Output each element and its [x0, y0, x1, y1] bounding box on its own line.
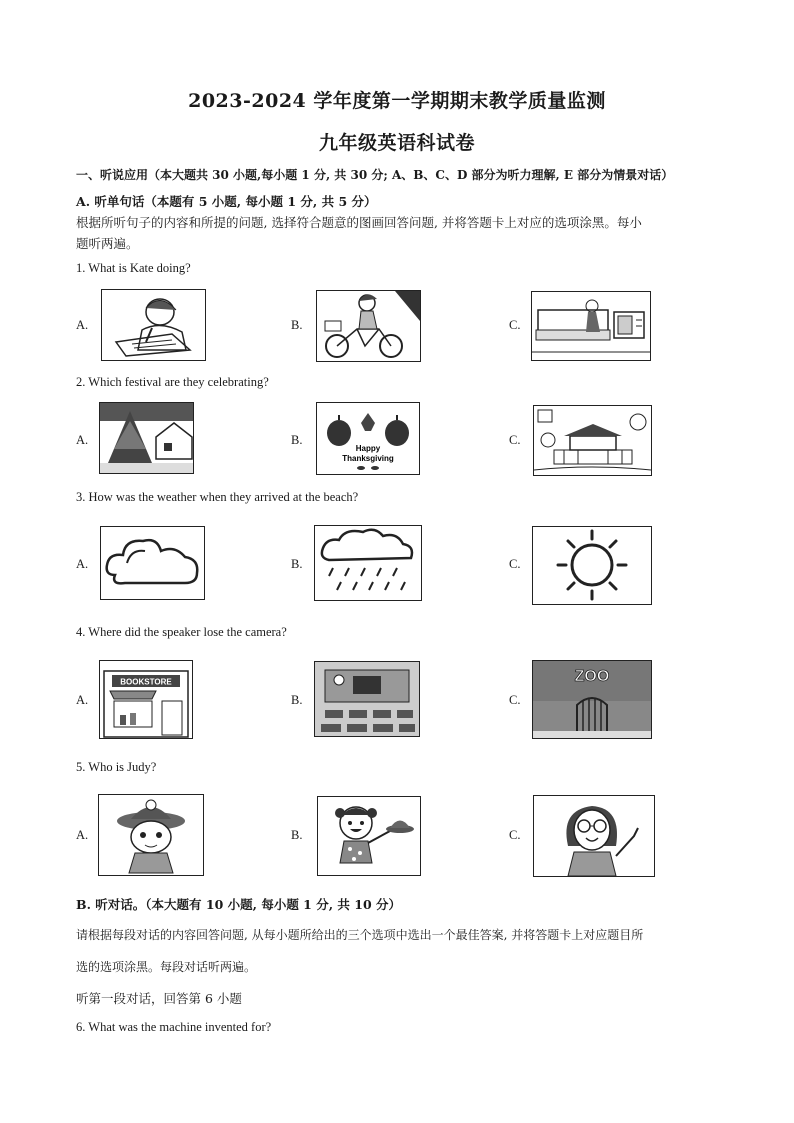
q1-option-c-label: C.: [509, 318, 521, 332]
q3-picture-c[interactable]: [532, 526, 652, 605]
zoo-icon: [533, 661, 651, 738]
q4-picture-a[interactable]: [99, 660, 193, 739]
q2-option-c-label: C.: [509, 433, 521, 447]
question-4: 4. Where did the speaker lose the camera?: [76, 625, 287, 639]
q3-option-c-label: C.: [509, 557, 521, 571]
q3-option-a-label: A.: [76, 557, 89, 571]
classroom-icon: [315, 662, 419, 736]
q2-option-a-label: A.: [76, 433, 89, 447]
q4-option-b-label: B.: [291, 693, 303, 707]
exam-title: 2023-2024 学年度第一学期期末教学质量监测: [188, 90, 606, 112]
q2-option-b-label: B.: [291, 433, 303, 447]
q4-picture-b[interactable]: [314, 661, 420, 737]
bookstore-icon: [100, 661, 192, 738]
q3-option-b-label: B.: [291, 557, 303, 571]
partA-heading: A. 听单句话（本题有 5 小题, 每小题 1 分, 共 5 分）: [76, 194, 377, 209]
q5-picture-a[interactable]: [98, 794, 204, 876]
question-1: 1. What is Kate doing?: [76, 261, 191, 275]
q2-picture-a[interactable]: [99, 402, 194, 474]
q2-picture-c[interactable]: [533, 405, 652, 476]
q1-picture-a[interactable]: [101, 289, 206, 361]
partB-heading: B. 听对话。（本大题有 10 小题, 每小题 1 分, 共 10 分）: [76, 897, 402, 912]
thanksgiving-pumpkin-icon: [317, 403, 419, 474]
partA-instruction-line1: 根据所听句子的内容和所提的问题, 选择符合题意的图画回答问题, 并将答题卡上对应的选项涂黑。每小: [76, 215, 642, 230]
thanks-line2: Thanksgiving: [342, 454, 394, 463]
q4-option-c-label: C.: [509, 693, 521, 707]
girl-with-hat-icon: [99, 795, 203, 875]
thanks-line1: Happy: [355, 444, 381, 453]
partA-instruction-line2: 题听两遍。: [76, 236, 139, 251]
girl-watching-tv-icon: [532, 292, 650, 360]
dialog1-instruction: 听第一段对话，回答第 6 小题: [76, 991, 242, 1006]
partB-instruction-line2: 选的选项涂黑。每段对话听两遍。: [76, 960, 257, 974]
q5-option-c-label: C.: [509, 828, 521, 842]
q1-option-a-label: A.: [76, 318, 89, 332]
q2-picture-b[interactable]: [316, 402, 420, 475]
christmas-tree-icon: [100, 403, 193, 473]
girl-writing-icon: [102, 290, 205, 360]
q5-picture-c[interactable]: [533, 795, 655, 877]
q4-picture-c[interactable]: [532, 660, 652, 739]
q5-picture-b[interactable]: [317, 796, 421, 876]
zoo-sign: ZOO: [574, 668, 610, 685]
partB-instruction-line1: 请根据每段对话的内容回答问题, 从每小题所给出的三个选项中选出一个最佳答案, 并将答题卡上对应题目所: [76, 928, 644, 942]
cloudy-icon: [101, 527, 204, 599]
girl-holding-hat-icon: [318, 797, 420, 875]
national-day-icon: [534, 406, 651, 475]
question-6: 6. What was the machine invented for?: [76, 1020, 272, 1034]
bookstore-sign: BOOKSTORE: [120, 677, 172, 687]
question-2: 2. Which festival are they celebrating?: [76, 375, 269, 389]
sunny-icon: [533, 527, 651, 604]
question-3: 3. How was the weather when they arrived at the beach?: [76, 490, 359, 504]
section1-heading: 一、听说应用（本大题共 30 小题,每小题 1 分, 共 30 分; A、B、C、D 部分为听力理解, E 部分为情景对话）: [76, 168, 674, 182]
q3-picture-b[interactable]: [314, 525, 422, 601]
exam-subtitle: 九年级英语科试卷: [318, 132, 475, 154]
q1-option-b-label: B.: [291, 318, 303, 332]
q5-option-b-label: B.: [291, 828, 303, 842]
q1-picture-c[interactable]: [531, 291, 651, 361]
girl-with-glasses-icon: [534, 796, 654, 876]
q4-option-a-label: A.: [76, 693, 89, 707]
question-5: 5. Who is Judy?: [76, 760, 157, 774]
q3-picture-a[interactable]: [100, 526, 205, 600]
q1-picture-b[interactable]: [316, 290, 421, 362]
girl-riding-bike-icon: [317, 291, 420, 361]
rainy-icon: [315, 526, 421, 600]
q5-option-a-label: A.: [76, 828, 89, 842]
